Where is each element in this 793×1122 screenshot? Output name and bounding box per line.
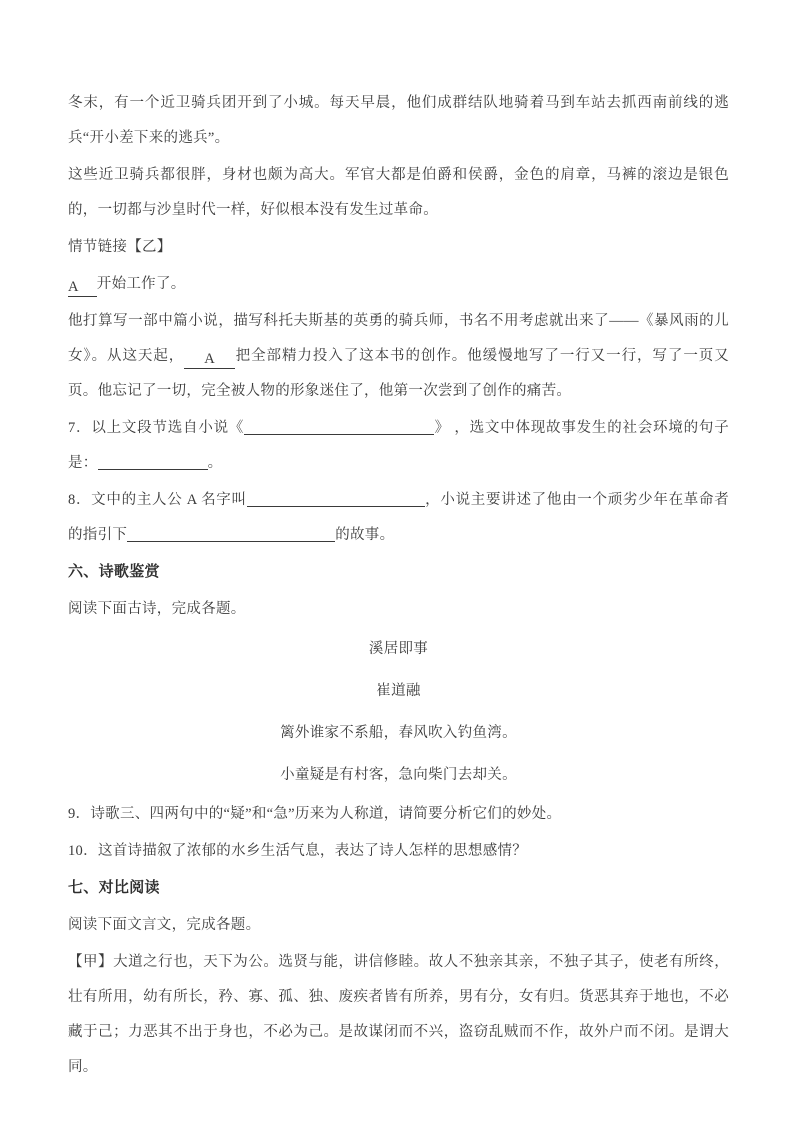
work-start-sentence <box>68 267 729 302</box>
poem-verse-2: 小童疑是有村客，急向柴门去却关。 <box>280 767 517 783</box>
poem-author: 崔道融 <box>376 683 421 699</box>
answer-blank-q7-2 <box>98 452 208 470</box>
paragraph-3-text-1: 他打算写一部中篇小说，描写科托夫斯基的英勇的骑兵师，书名不用考虑就出来了——《暴风雨的儿女》。从这天起， <box>68 313 729 364</box>
poem-verse-1: 篱外谁家不系船，春风吹入钓鱼湾。 <box>280 725 517 741</box>
question-8-text-1: 8．文中的主人公 A 名字叫 <box>68 492 247 508</box>
novel-excerpt-paragraph-3 <box>68 304 729 409</box>
classical-passage-jia: 【甲】大道之行也，天下为公。选贤与能，讲信修睦。故人不独亲其亲，不独子其子，使老有所终，壮有所用，幼有所长，矜、寡、孤、独、废疾者皆有所养，男有分，女有归。货恶其弃于地也，不必藏于己；力恶其不出于身也，不必为己。是故谋闭而不兴，盗窃乱贼而不作，故外户而不闭。是谓大同。 <box>68 954 729 1075</box>
novel-excerpt-paragraph-2: 这些近卫骑兵都很胖，身材也颇为高大。军官大都是伯爵和侯爵，金色的肩章，马裤的滚边是银色的，一切都与沙皇时代一样，好似根本没有发生过革命。 <box>68 167 729 218</box>
question-8-text-3: 的故事。 <box>335 527 395 543</box>
work-start-text: 开始工作了。 <box>96 276 186 292</box>
question-9: 9．诗歌三、四两句中的“疑”和“急”历来为人称道，请简要分析它们的妙处。 <box>68 806 562 822</box>
answer-blank-character-a-inline: A <box>184 351 235 369</box>
question-7-text-3: 。 <box>207 455 223 471</box>
question-10: 10．这首诗描叙了浓郁的水乡生活气息，表达了诗人怎样的思想感情？ <box>68 843 528 859</box>
poetry-section-intro: 阅读下面古诗，完成各题。 <box>68 601 246 617</box>
section-heading-poetry: 六、诗歌鉴赏 <box>68 564 160 580</box>
answer-blank-q8-1 <box>247 489 425 507</box>
poem-title: 溪居即事 <box>368 641 429 657</box>
paragraph-3-text-2: 把全部精力投入了这本书的创作。他缓慢地写了一行又一行，写了一页又页。他忘记了一切，完全被人物的形象迷住了，他第一次尝到了创作的痛苦。 <box>68 348 729 399</box>
answer-blank-q8-2 <box>127 524 335 542</box>
answer-blank-q7-1 <box>244 417 434 435</box>
section-heading-compare: 七、对比阅读 <box>68 880 160 896</box>
answer-blank-character-a: A <box>68 279 97 297</box>
question-7-text-2: 》 ，选文中体现故事发生的社会环境的句子是： <box>68 420 729 471</box>
question-8 <box>68 483 729 553</box>
question-7 <box>68 411 729 481</box>
compare-section-intro: 阅读下面文言文，完成各题。 <box>68 917 261 933</box>
question-7-text-1: 7．以上文段节选自小说《 <box>68 420 245 436</box>
novel-excerpt-paragraph-1: 冬末，有一个近卫骑兵团开到了小城。每天早晨，他们成群结队地骑着马到车站去抓西南前线的逃兵“开小差下来的逃兵”。 <box>68 95 729 146</box>
plot-link-label: 情节链接【乙】 <box>68 239 172 255</box>
question-8-text-2: ，小说主要讲述了他由一个顽劣少年在革命者的指引下 <box>68 492 730 543</box>
